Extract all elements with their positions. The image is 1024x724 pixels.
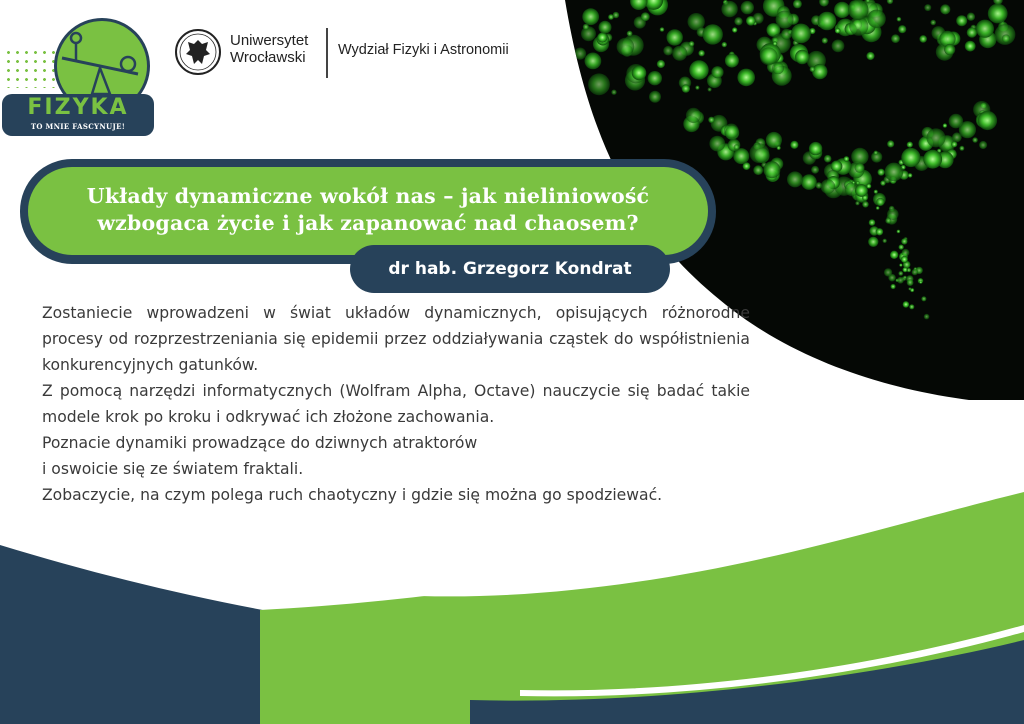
university-name-line1: Uniwersytet xyxy=(230,32,309,49)
description xyxy=(42,300,750,508)
logo-title: FIZYKA xyxy=(27,95,129,120)
lecture-title xyxy=(40,183,696,237)
description-paragraph-2: Z pomocą narzędzi informatycznych (Wolfram Alpha, Octave) nauczycie się badać takie modele krok po kroku i odkrywać ich złożone zachowania. xyxy=(42,382,750,426)
description-paragraph-3a: Poznacie dynamiki prowadzące do dziwnych atraktorów xyxy=(42,434,478,452)
lecture-title-line1: Układy dynamiczne wokół nas – jak nieliniowość xyxy=(86,184,650,208)
logo-subtitle: TO MNIE FASCYNUJE! xyxy=(30,122,126,131)
university-eagle-crest-icon xyxy=(174,28,222,76)
author-badge: dr hab. Grzegorz Kondrat xyxy=(350,245,670,293)
fizyka-logo xyxy=(0,10,160,138)
description-paragraph-4: Zobaczycie, na czym polega ruch chaotyczny i gdzie się można go spodziewać. xyxy=(42,486,663,504)
faculty-name: Wydział Fizyki i Astronomii xyxy=(338,42,509,58)
description-paragraph-1: Zostaniecie wprowadzeni w świat układów dynamicznych, opisujących różnorodne procesy od rozprzestrzeniania się epidemii przez oddziaływania cząstek do współistnienia konkurencyjnych gatunków. xyxy=(42,304,750,374)
header-divider xyxy=(326,28,328,78)
logo-banner xyxy=(2,94,154,136)
university-name xyxy=(230,32,330,66)
description-paragraph-3b: i oswoicie się ze światem fraktali. xyxy=(42,460,304,478)
university-name-line2: Wrocławski xyxy=(230,49,306,66)
lecture-title-line2: wzbogaca życie i jak zapanować nad chaosem? xyxy=(97,211,639,235)
